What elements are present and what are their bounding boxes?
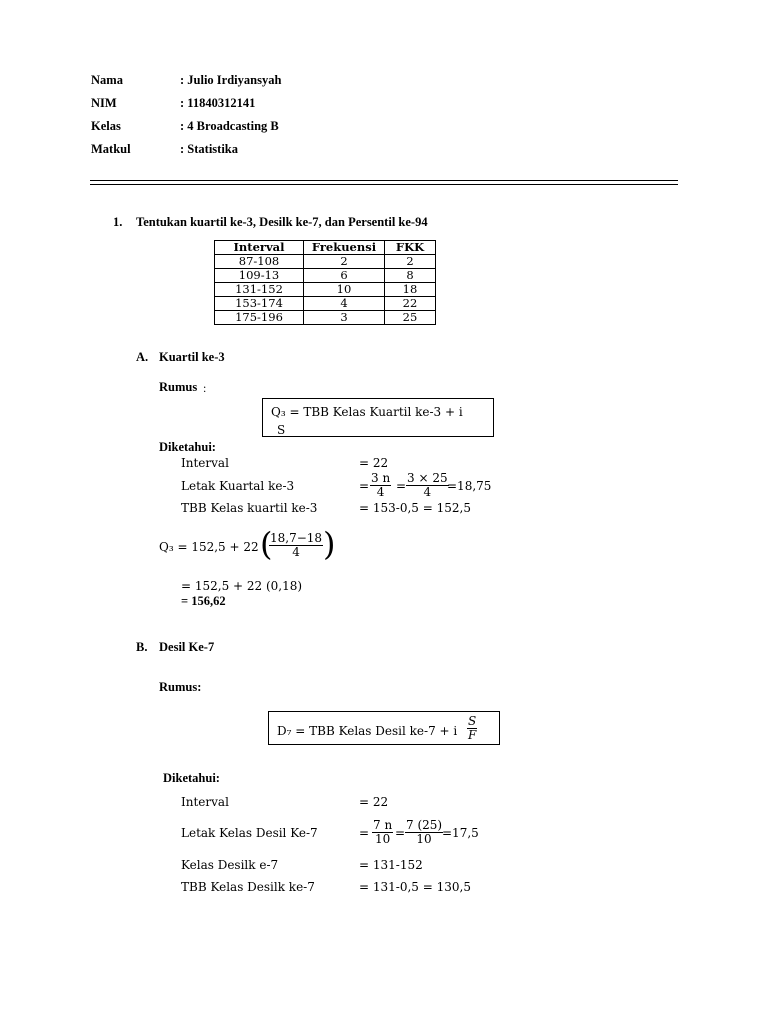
section-b-row-interval-value: = 22 <box>359 795 389 809</box>
table-cell: 109-13 <box>215 269 304 283</box>
section-b-formula: D₇ = TBB Kelas Desil ke-7 + i <box>277 724 458 738</box>
table-cell: 153-174 <box>215 297 304 311</box>
section-a-diketahui-label: Diketahui: <box>159 440 216 454</box>
section-b-row-letak-label: Letak Kelas Desil Ke-7 <box>181 826 318 840</box>
header-divider-top <box>90 180 678 181</box>
section-a-row-letak-label: Letak Kuartal ke-3 <box>181 479 295 493</box>
fraction-numerator: 7 (25) <box>406 818 443 832</box>
field-label-kelas: Kelas <box>91 119 121 133</box>
field-value-matkul: : Statistika <box>180 142 238 156</box>
table-header-frekuensi: Frekuensi <box>304 241 385 255</box>
table-row <box>215 297 436 311</box>
section-b-rumus-label: Rumus: <box>159 680 202 694</box>
section-b-formula-fraction <box>467 715 477 742</box>
section-a-row-letak-eq2: = <box>396 479 407 493</box>
table-header-fkk: FKK <box>385 241 436 255</box>
fraction-numerator: 7 n <box>373 818 393 832</box>
table-row <box>215 255 436 269</box>
table-row <box>215 311 436 325</box>
table-header-interval: Interval <box>215 241 304 255</box>
section-a-row-tbb-label: TBB Kelas kuartil ke-3 <box>181 501 318 515</box>
table-cell: 10 <box>304 283 385 297</box>
table-cell: 2 <box>304 255 385 269</box>
table-cell: 25 <box>385 311 436 325</box>
right-paren-icon: ) <box>323 525 336 563</box>
field-value-kelas: : 4 Broadcasting B <box>180 119 279 133</box>
section-b-marker: B. <box>136 640 148 654</box>
field-label-nama: Nama <box>91 73 123 87</box>
section-b-row-letak-eq: = <box>359 826 370 840</box>
section-b-row-letak-result: =17,5 <box>442 826 479 840</box>
fraction-denominator: 10 <box>374 832 391 846</box>
field-label-matkul: Matkul <box>91 142 131 156</box>
table-cell: 2 <box>385 255 436 269</box>
section-b-letak-fraction-1 <box>372 819 393 846</box>
section-b-row-kelas-value: = 131-152 <box>359 858 423 872</box>
fraction-numerator: 3 n <box>371 471 391 485</box>
section-a-letak-fraction-2 <box>406 472 449 499</box>
section-b-row-interval-label: Interval <box>181 795 229 809</box>
section-a-result: = 156,62 <box>181 594 226 608</box>
section-a-row-letak-result: =18,75 <box>447 479 492 493</box>
section-a-title: Kuartil ke-3 <box>159 350 225 364</box>
field-value-nim: : 11840312141 <box>180 96 256 110</box>
section-b-title: Desil Ke-7 <box>159 640 215 654</box>
section-a-formula: Q₃ = TBB Kelas Kuartil ke-3 + i <box>271 405 463 419</box>
fraction-numerator: 18,7−18 <box>270 531 323 545</box>
table-cell: 22 <box>385 297 436 311</box>
section-b-letak-fraction-2 <box>405 819 443 846</box>
table-cell: 87-108 <box>215 255 304 269</box>
section-a-formula-cut: S <box>277 423 286 437</box>
table-row <box>215 269 436 283</box>
section-b-diketahui-label: Diketahui: <box>163 771 220 785</box>
section-a-row-interval-value: = 22 <box>359 456 389 470</box>
fraction-numerator: 3 × 25 <box>407 471 448 485</box>
section-a-marker: A. <box>136 350 149 364</box>
table-cell: 131-152 <box>215 283 304 297</box>
section-a-row-tbb-value: = 153-0,5 = 152,5 <box>359 501 471 515</box>
fraction-denominator: 4 <box>292 545 300 559</box>
table-cell: 4 <box>304 297 385 311</box>
section-b-row-tbb-label: TBB Kelas Desilk ke-7 <box>181 880 315 894</box>
table-cell: 3 <box>304 311 385 325</box>
section-a-letak-fraction-1 <box>370 472 391 499</box>
left-paren-icon: ( <box>260 525 273 563</box>
section-a-formula-box <box>262 398 494 437</box>
question-text: Tentukan kuartil ke-3, Desilk ke-7, dan Persentil ke-94 <box>136 215 428 229</box>
section-a-step2: = 152,5 + 22 (0,18) <box>181 579 303 593</box>
header-divider-bottom <box>90 184 678 185</box>
table-cell: 18 <box>385 283 436 297</box>
section-a-rumus-label: Rumus <box>159 380 198 394</box>
table-row <box>215 283 436 297</box>
frequency-table <box>214 240 436 325</box>
section-b-formula-box <box>268 711 500 745</box>
field-value-nama: : Julio Irdiyansyah <box>180 73 282 87</box>
fraction-denominator: 10 <box>416 832 432 846</box>
section-b-row-letak-eq2: = <box>395 826 406 840</box>
table-cell: 6 <box>304 269 385 283</box>
fraction-denominator: 4 <box>376 485 385 499</box>
question-number: 1. <box>113 215 123 229</box>
section-b-row-kelas-label: Kelas Desilk e-7 <box>181 858 279 872</box>
section-a-rumus-colon: : <box>203 381 207 395</box>
section-a-calc-prefix: Q₃ = 152,5 + 22 <box>159 540 259 554</box>
table-cell: 175-196 <box>215 311 304 325</box>
table-cell: 8 <box>385 269 436 283</box>
section-b-row-tbb-value: = 131-0,5 = 130,5 <box>359 880 471 894</box>
section-a-calc-fraction <box>269 532 323 559</box>
fraction-numerator: S <box>468 714 477 728</box>
section-a-row-interval-label: Interval <box>181 456 229 470</box>
fraction-denominator: F <box>467 728 477 742</box>
section-a-row-letak-eq: = <box>359 479 370 493</box>
field-label-nim: NIM <box>91 96 117 110</box>
fraction-denominator: 4 <box>423 485 432 499</box>
table-header-row <box>215 241 436 255</box>
